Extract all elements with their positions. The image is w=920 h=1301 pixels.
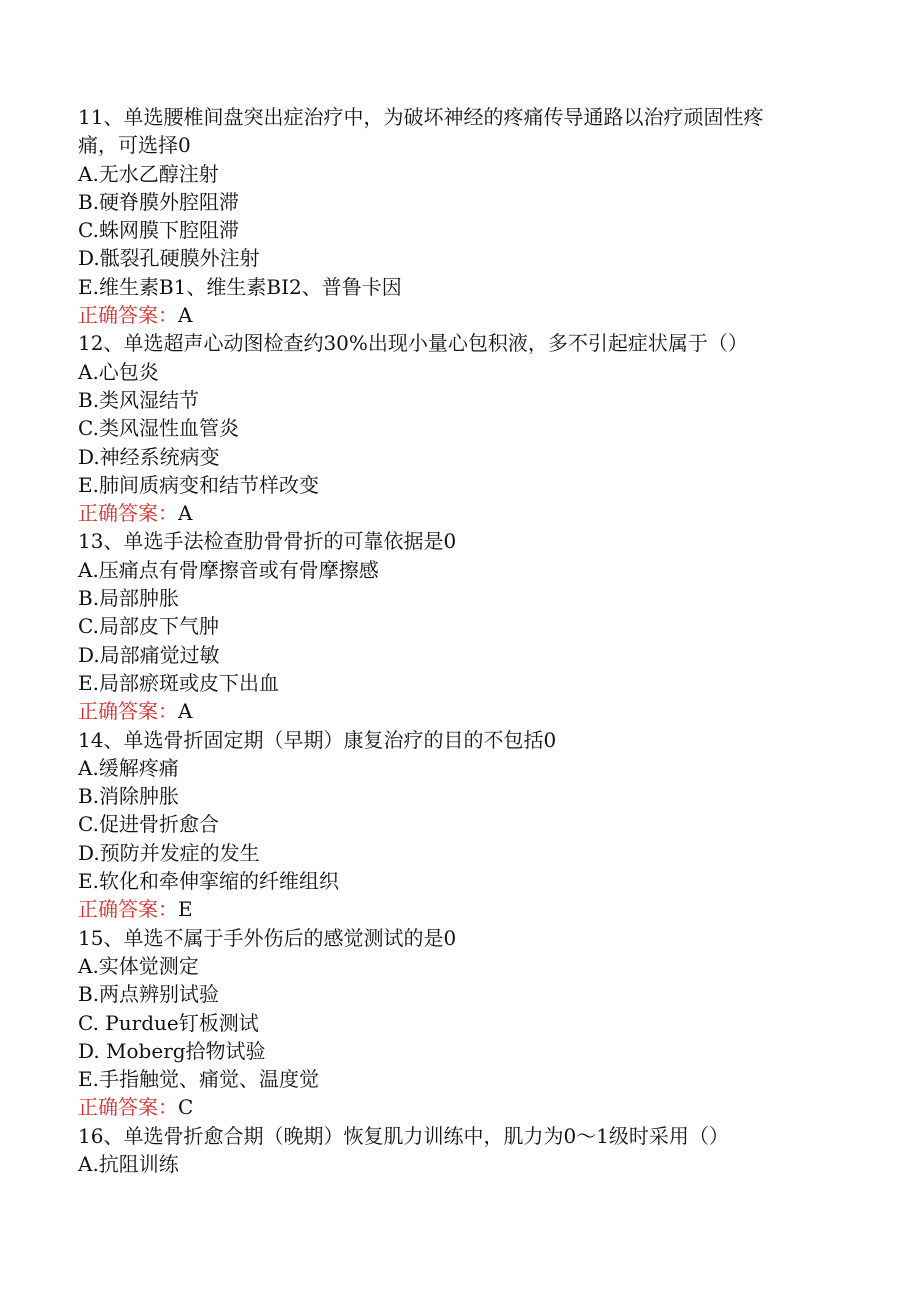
correct-answer [78, 1093, 838, 1121]
option-e: E.维生素B1、维生素BI2、普鲁卡因 [78, 274, 402, 299]
option-b: B.两点辨别试验 [78, 982, 220, 1007]
answer-value: A [178, 501, 193, 526]
answer-value: C [178, 1095, 194, 1120]
option-a: A.抗阻训练 [78, 1151, 179, 1176]
question-13 [78, 527, 838, 725]
answer-value: A [178, 699, 193, 724]
answer-value: E [178, 897, 193, 922]
option-c: C.促进骨折愈合 [78, 812, 219, 837]
option-d: D.预防并发症的发生 [78, 840, 260, 865]
question-stem: 13、单选手法检查肋骨骨折的可靠依据是0 [78, 529, 457, 554]
question-12 [78, 329, 838, 527]
correct-answer [78, 697, 838, 725]
option-a: A.压痛点有骨摩擦音或有骨摩擦感 [78, 557, 379, 582]
question-stem: 14、单选骨折固定期（早期）康复治疗的目的不包括0 [78, 727, 557, 752]
option-d: D.神经系统病变 [78, 444, 220, 469]
question-stem-continued: 痛，可选择0 [78, 133, 191, 158]
question-14 [78, 726, 838, 924]
question-stem: 11、单选腰椎间盘突出症治疗中，为破坏神经的疼痛传导通路以治疗顽固性疼 [78, 105, 764, 129]
answer-value: A [178, 303, 193, 328]
option-a: A.无水乙醇注射 [78, 161, 219, 186]
option-c: C.蛛网膜下腔阻滞 [78, 218, 239, 243]
correct-answer [78, 895, 838, 923]
question-16 [78, 1122, 838, 1179]
option-d: D.骶裂孔硬膜外注射 [78, 246, 260, 271]
option-a: A.缓解疼痛 [78, 755, 179, 780]
document-page [78, 103, 838, 1178]
option-e: E.局部瘀斑或皮下出血 [78, 670, 279, 695]
answer-label: 正确答案： [78, 1095, 178, 1120]
option-b: B.类风湿结节 [78, 387, 200, 412]
option-b: B.硬脊膜外腔阻滞 [78, 189, 240, 214]
option-e: E.手指触觉、痛觉、温度觉 [78, 1067, 319, 1092]
correct-answer [78, 499, 838, 527]
correct-answer [78, 301, 838, 329]
option-d: D. Moberg拾物试验 [78, 1038, 266, 1063]
option-d: D.局部痛觉过敏 [78, 642, 220, 667]
option-c: C.类风湿性血管炎 [78, 416, 239, 441]
option-c: C.局部皮下气肿 [78, 614, 219, 639]
question-11 [78, 103, 838, 329]
question-stem: 16、单选骨折愈合期（晚期）恢复肌力训练中，肌力为0～1级时采用（） [78, 1123, 729, 1148]
answer-label: 正确答案： [78, 897, 178, 922]
option-b: B.局部肿胀 [78, 586, 180, 611]
question-15 [78, 924, 838, 1122]
question-stem: 15、单选不属于手外伤后的感觉测试的是0 [78, 925, 457, 950]
answer-label: 正确答案： [78, 303, 178, 328]
answer-label: 正确答案： [78, 699, 178, 724]
option-c: C. Purdue钉板测试 [78, 1010, 259, 1035]
option-a: A.心包炎 [78, 359, 159, 384]
option-e: E.肺间质病变和结节样改变 [78, 472, 319, 497]
question-stem: 12、单选超声心动图检查约30%出现小量心包积液，多不引起症状属于（） [78, 331, 748, 356]
option-a: A.实体觉测定 [78, 953, 199, 978]
option-b: B.消除肿胀 [78, 784, 180, 809]
option-e: E.软化和牵伸挛缩的纤维组织 [78, 869, 339, 894]
answer-label: 正确答案： [78, 501, 178, 526]
